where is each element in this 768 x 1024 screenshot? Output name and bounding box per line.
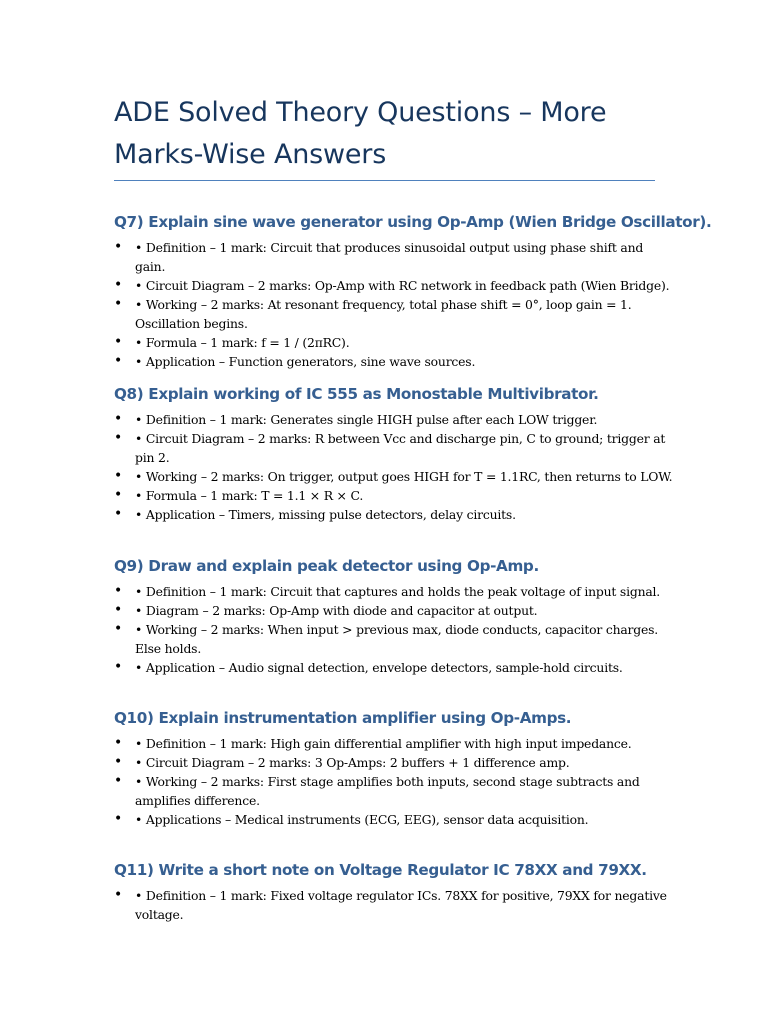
list-item: [114, 238, 674, 276]
answer-list: [114, 734, 674, 829]
document-title: ADE Solved Theory Questions – More Marks-Wise Answers: [114, 97, 607, 170]
bullet-icon: •: [114, 430, 123, 446]
bullet-icon: •: [114, 773, 123, 789]
list-item: [114, 352, 674, 371]
list-item-text: • Formula – 1 mark: f = 1 / (2πRC).: [135, 335, 350, 350]
list-item-text: • Definition – 1 mark: High gain differential amplifier with high input impedance.: [135, 736, 632, 751]
bullet-icon: •: [114, 659, 123, 675]
answer-list: [114, 582, 674, 677]
list-item-text: • Definition – 1 mark: Fixed voltage regulator ICs. 78XX for positive, 79XX for negative voltage.: [135, 888, 667, 922]
list-item: [114, 505, 674, 524]
list-item-text: • Application – Audio signal detection, envelope detectors, sample-hold circuits.: [135, 660, 623, 675]
section-q9: [114, 556, 674, 677]
list-item: [114, 410, 674, 429]
answer-list: [114, 238, 674, 371]
section-q11: [114, 860, 674, 924]
bullet-icon: •: [114, 468, 123, 484]
list-item: [114, 658, 674, 677]
list-item: [114, 734, 674, 753]
list-item: [114, 295, 674, 333]
list-item-text: • Circuit Diagram – 2 marks: R between Vcc and discharge pin, C to ground; trigger at pin 2.: [135, 431, 666, 465]
list-item: [114, 601, 674, 620]
list-item: [114, 276, 674, 295]
list-item-text: • Circuit Diagram – 2 marks: Op-Amp with RC network in feedback path (Wien Bridge).: [135, 278, 670, 293]
bullet-icon: •: [114, 887, 123, 903]
list-item-text: • Definition – 1 mark: Circuit that produces sinusoidal output using phase shift and gain.: [135, 240, 644, 274]
bullet-icon: •: [114, 583, 123, 599]
question-heading: Q11) Write a short note on Voltage Regulator IC 78XX and 79XX.: [114, 861, 647, 879]
list-item-text: • Definition – 1 mark: Generates single HIGH pulse after each LOW trigger.: [135, 412, 598, 427]
list-item-text: • Working – 2 marks: When input > previous max, diode conducts, capacitor charges. Else holds.: [135, 622, 659, 656]
bullet-icon: •: [114, 334, 123, 350]
answer-list: [114, 886, 674, 924]
list-item: [114, 333, 674, 352]
list-item-text: • Circuit Diagram – 2 marks: 3 Op-Amps: 2 buffers + 1 difference amp.: [135, 755, 570, 770]
question-heading: Q7) Explain sine wave generator using Op-Amp (Wien Bridge Oscillator).: [114, 213, 712, 231]
bullet-icon: •: [114, 277, 123, 293]
bullet-icon: •: [114, 353, 123, 369]
answer-list: [114, 410, 674, 524]
list-item: [114, 620, 674, 658]
bullet-icon: •: [114, 811, 123, 827]
section-q10: [114, 708, 674, 829]
bullet-icon: •: [114, 754, 123, 770]
list-item: [114, 486, 674, 505]
list-item: [114, 582, 674, 601]
question-heading: Q10) Explain instrumentation amplifier using Op-Amps.: [114, 709, 572, 727]
list-item: [114, 467, 674, 486]
list-item-text: • Definition – 1 mark: Circuit that captures and holds the peak voltage of input signal.: [135, 584, 661, 599]
bullet-icon: •: [114, 411, 123, 427]
list-item: [114, 772, 674, 810]
bullet-icon: •: [114, 602, 123, 618]
list-item: [114, 429, 674, 467]
question-heading: Q9) Draw and explain peak detector using Op-Amp.: [114, 557, 539, 575]
question-heading: Q8) Explain working of IC 555 as Monostable Multivibrator.: [114, 385, 599, 403]
bullet-icon: •: [114, 487, 123, 503]
list-item-text: • Application – Function generators, sine wave sources.: [135, 354, 476, 369]
bullet-icon: •: [114, 621, 123, 637]
bullet-icon: •: [114, 239, 123, 255]
list-item-text: • Working – 2 marks: First stage amplifies both inputs, second stage subtracts and amplifies difference.: [135, 774, 640, 808]
list-item: [114, 753, 674, 772]
title-underline: [114, 180, 655, 181]
list-item-text: • Applications – Medical instruments (ECG, EEG), sensor data acquisition.: [135, 812, 589, 827]
bullet-icon: •: [114, 506, 123, 522]
list-item-text: • Working – 2 marks: On trigger, output goes HIGH for T = 1.1RC, then returns to LOW.: [135, 469, 673, 484]
list-item-text: • Working – 2 marks: At resonant frequency, total phase shift = 0°, loop gain = 1. Oscillation begins.: [135, 297, 632, 331]
section-q7: [114, 212, 712, 371]
bullet-icon: •: [114, 296, 123, 312]
list-item: [114, 810, 674, 829]
list-item-text: • Application – Timers, missing pulse detectors, delay circuits.: [135, 507, 516, 522]
list-item-text: • Diagram – 2 marks: Op-Amp with diode and capacitor at output.: [135, 603, 538, 618]
list-item: [114, 886, 674, 924]
bullet-icon: •: [114, 735, 123, 751]
section-q8: [114, 384, 674, 524]
list-item-text: • Formula – 1 mark: T = 1.1 × R × C.: [135, 488, 364, 503]
